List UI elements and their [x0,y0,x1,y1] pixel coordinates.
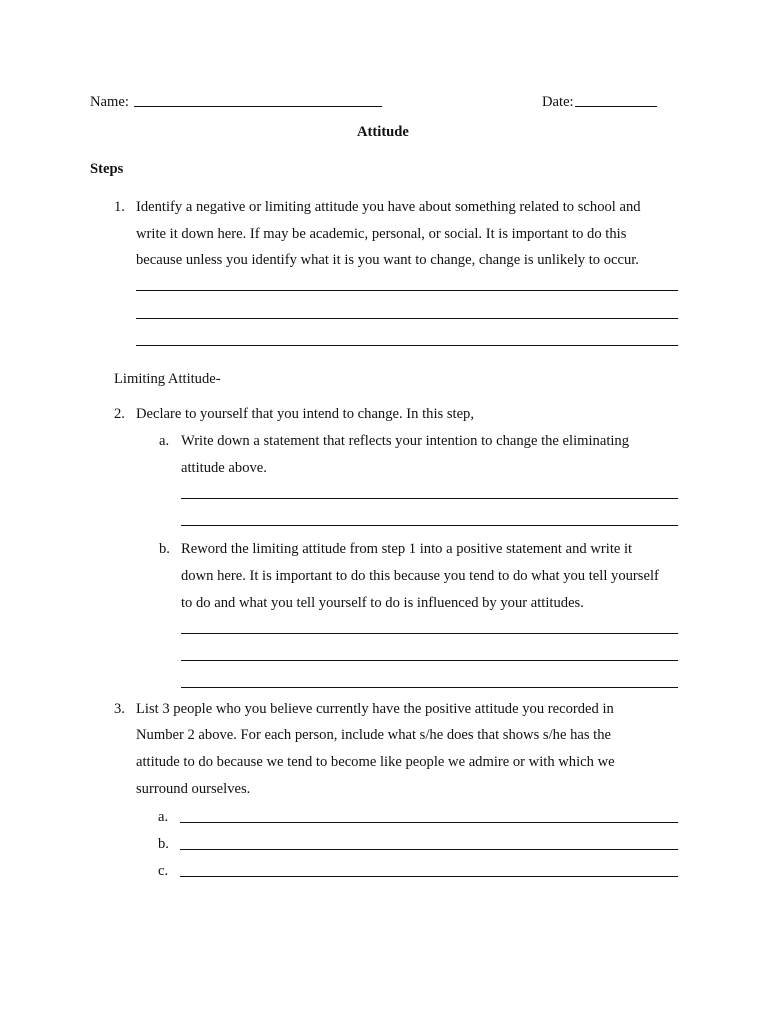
name-label: Name: [90,94,129,110]
limiting-attitude-label: Limiting Attitude- [114,371,221,387]
step-1-answer-line[interactable] [136,318,678,319]
step-3-item-letter: b. [158,836,169,852]
step-1-answer-line[interactable] [136,345,678,346]
step-1-line: Identify a negative or limiting attitude you have about something related to school and [136,199,641,215]
step-2a-answer-line[interactable] [181,498,678,499]
step-3-person-a-line[interactable] [180,822,678,823]
step-3-person-b-line[interactable] [180,849,678,850]
steps-heading: Steps [90,161,124,177]
step-1-number: 1. [114,199,125,215]
step-1-line: because unless you identify what it is you want to change, change is unlikely to occur. [136,252,639,268]
page-title: Attitude [357,124,409,140]
step-2b-answer-line[interactable] [181,660,678,661]
step-2a-answer-line[interactable] [181,525,678,526]
step-2b-line: Reword the limiting attitude from step 1 into a positive statement and write it [181,541,633,557]
step-2-text: Declare to yourself that you intend to change. In this step, [136,406,474,422]
step-3-item-letter: c. [158,863,169,879]
step-1-line: write it down here. If may be academic, personal, or social. It is important to do this [136,226,627,242]
step-3-line: Number 2 above. For each person, include what s/he does that shows s/he has the [136,727,611,743]
step-3-person-c-line[interactable] [180,876,678,877]
step-3-line: attitude to do because we tend to become like people we admire or with which we [136,754,615,770]
step-2b-answer-line[interactable] [181,633,678,634]
name-field[interactable] [134,106,382,107]
date-label: Date: [542,94,574,110]
step-2b-answer-line[interactable] [181,687,678,688]
step-2b-line: to do and what you tell yourself to do is influenced by your attitudes. [181,595,584,611]
step-2a-line: attitude above. [181,460,267,476]
step-2b-line: down here. It is important to do this because you tend to do what you tell yourself [181,568,659,584]
step-1-answer-line[interactable] [136,290,678,291]
step-3-line: surround ourselves. [136,781,251,797]
step-2-number: 2. [114,406,125,422]
step-3-number: 3. [114,701,125,717]
step-2a-line: Write down a statement that reflects your intention to change the eliminating [181,433,630,449]
step-3-item-letter: a. [158,809,169,825]
date-field[interactable] [575,106,657,107]
step-2b-letter: b. [159,541,170,557]
step-2a-letter: a. [159,433,170,449]
step-3-line: List 3 people who you believe currently have the positive attitude you recorded in [136,701,614,717]
